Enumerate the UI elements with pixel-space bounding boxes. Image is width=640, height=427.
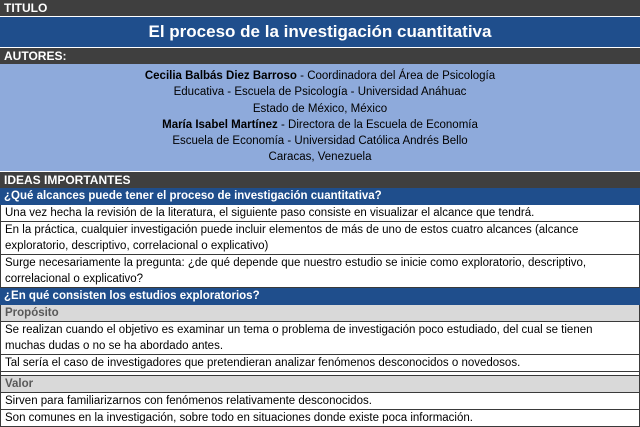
author-1-line-2: Educativa - Escuela de Psicología - Universidad Anáhuac xyxy=(173,86,467,99)
author-1-name: Cecilia Balbás Diez Barroso xyxy=(144,70,297,82)
author-2-line-2: Escuela de Economía - Universidad Católica Andrés Bello xyxy=(172,135,468,148)
author-2-role: - Directora de la Escuela de Economía xyxy=(277,118,478,131)
document-title: El proceso de la investigación cuantitativa xyxy=(0,16,640,48)
subheader-valor: Valor xyxy=(0,376,640,393)
q1-row-1: Una vez hecha la revisión de la literatura, el siguiente paso consiste en visualizar el alcance que tendrá. xyxy=(0,205,640,222)
author-1-role: - Coordinadora del Área de Psicología xyxy=(296,70,496,82)
question-1: ¿Qué alcances puede tener el proceso de investigación cuantitativa? xyxy=(0,188,640,205)
ideas-header: IDEAS IMPORTANTES xyxy=(0,172,640,188)
proposito-row-2: Tal sería el caso de investigadores que pretendieran analizar fenómenos desconocidos o novedosos. xyxy=(0,355,640,372)
subheader-proposito: Propósito xyxy=(0,305,640,322)
authors-block xyxy=(0,64,640,172)
valor-row-2: Son comunes en la investigación, sobre todo en situaciones donde existe poca información. xyxy=(0,410,640,427)
author-2-line-3: Caracas, Venezuela xyxy=(268,151,372,164)
author-1-line-1 xyxy=(0,68,640,84)
author-2-name: María Isabel Martínez xyxy=(162,118,278,131)
valor-row-1: Sirven para familiarizarnos con fenómenos relativamente desconocidos. xyxy=(0,393,640,410)
q1-row-3: Surge necesariamente la pregunta: ¿de qué depende que nuestro estudio se inicie como exploratorio, descriptivo, correlacional o explicativo? xyxy=(0,255,640,288)
proposito-row-1: Se realizan cuando el objetivo es examinar un tema o problema de investigación poco estudiado, del cual se tienen muchas dudas o no se ha abordado antes. xyxy=(0,322,640,355)
autores-header: AUTORES: xyxy=(0,48,640,64)
q1-row-2: En la práctica, cualquier investigación puede incluir elementos de más de uno de estos cuatro alcances (alcance exploratorio, descriptivo, correlacional o explicativo) xyxy=(0,222,640,255)
author-1-line-3: Estado de México, México xyxy=(252,102,388,115)
author-2-line-1 xyxy=(0,117,640,133)
titulo-header: TITULO xyxy=(0,0,640,16)
question-2: ¿En qué consisten los estudios exploratorios? xyxy=(0,288,640,305)
